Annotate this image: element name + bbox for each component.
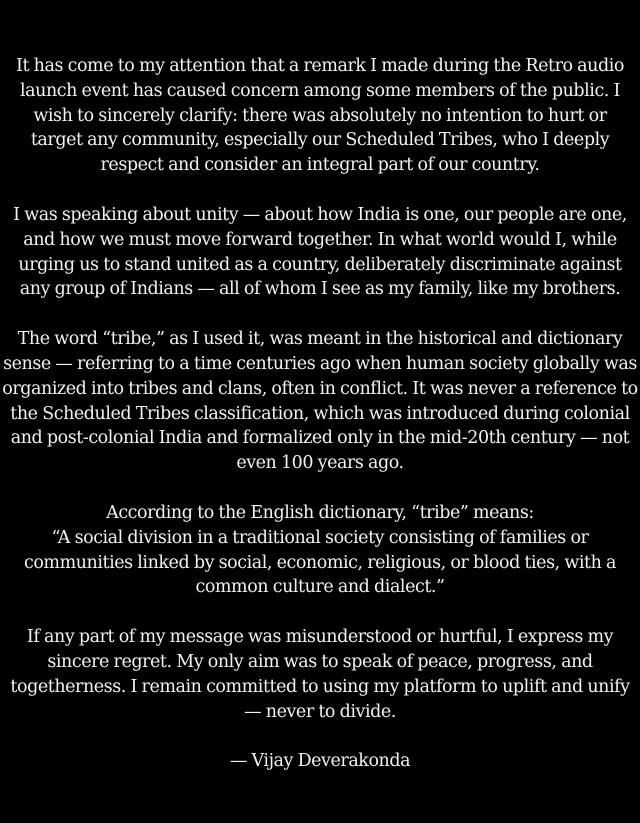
statement-line: wish to sincerely clarify: there was absolutely no intention to hurt or	[33, 105, 607, 126]
paragraph-word-tribe	[0, 327, 640, 476]
statement-line: respect and consider an integral part of our country.	[100, 155, 540, 176]
statement-line: If any part of my message was misunderstood or hurtful, I express my	[26, 627, 614, 648]
statement-line: even 100 years ago.	[236, 453, 404, 474]
statement-line: — never to divide.	[244, 701, 396, 722]
paragraph-regret	[0, 625, 640, 724]
statement-line: The word “tribe,” as I used it, was meant in the historical and dictionary	[17, 329, 623, 350]
statement-line: and how we must move forward together. In what world would I, while	[23, 229, 617, 250]
statement-line: and post-colonial India and formalized only in the mid-20th century — not	[10, 428, 630, 449]
signature-text: — Vijay Deverakonda	[229, 751, 411, 772]
statement-line: any group of Indians — all of whom I see as my family, like my brothers.	[19, 279, 621, 300]
statement-line: “A social division in a traditional society consisting of families or	[51, 527, 589, 548]
statement-line: organized into tribes and clans, often in conflict. It was never a reference to	[2, 378, 638, 399]
statement-line: communities linked by social, economic, religious, or blood ties, with a	[23, 552, 617, 573]
statement-line: I was speaking about unity — about how India is one, our people are one,	[13, 204, 627, 225]
statement-line: sense — referring to a time centuries ago when human society globally was	[3, 353, 637, 374]
statement-line: togetherness. I remain committed to using my platform to uplift and unify	[10, 676, 630, 697]
statement-text	[0, 54, 640, 799]
statement-line: sincere regret. My only aim was to speak of peace, progress, and	[47, 651, 593, 672]
statement-line: target any community, especially our Scheduled Tribes, who I deeply	[30, 130, 610, 151]
paragraph-dictionary-definition	[0, 501, 640, 600]
signature	[0, 749, 640, 774]
statement-line: It has come to my attention that a remark I made during the Retro audio	[16, 56, 624, 76]
statement-line: the Scheduled Tribes classification, which was introduced during colonial	[10, 403, 630, 424]
paragraph-unity	[0, 203, 640, 302]
statement-line: According to the English dictionary, “tribe” means:	[106, 502, 534, 523]
statement-line: common culture and dialect.”	[195, 577, 445, 598]
statement-line: launch event has caused concern among some members of the public. I	[20, 80, 620, 101]
statement-line: urging us to stand united as a country, deliberately discriminate against	[18, 254, 622, 275]
paragraph-clarification	[0, 54, 640, 178]
